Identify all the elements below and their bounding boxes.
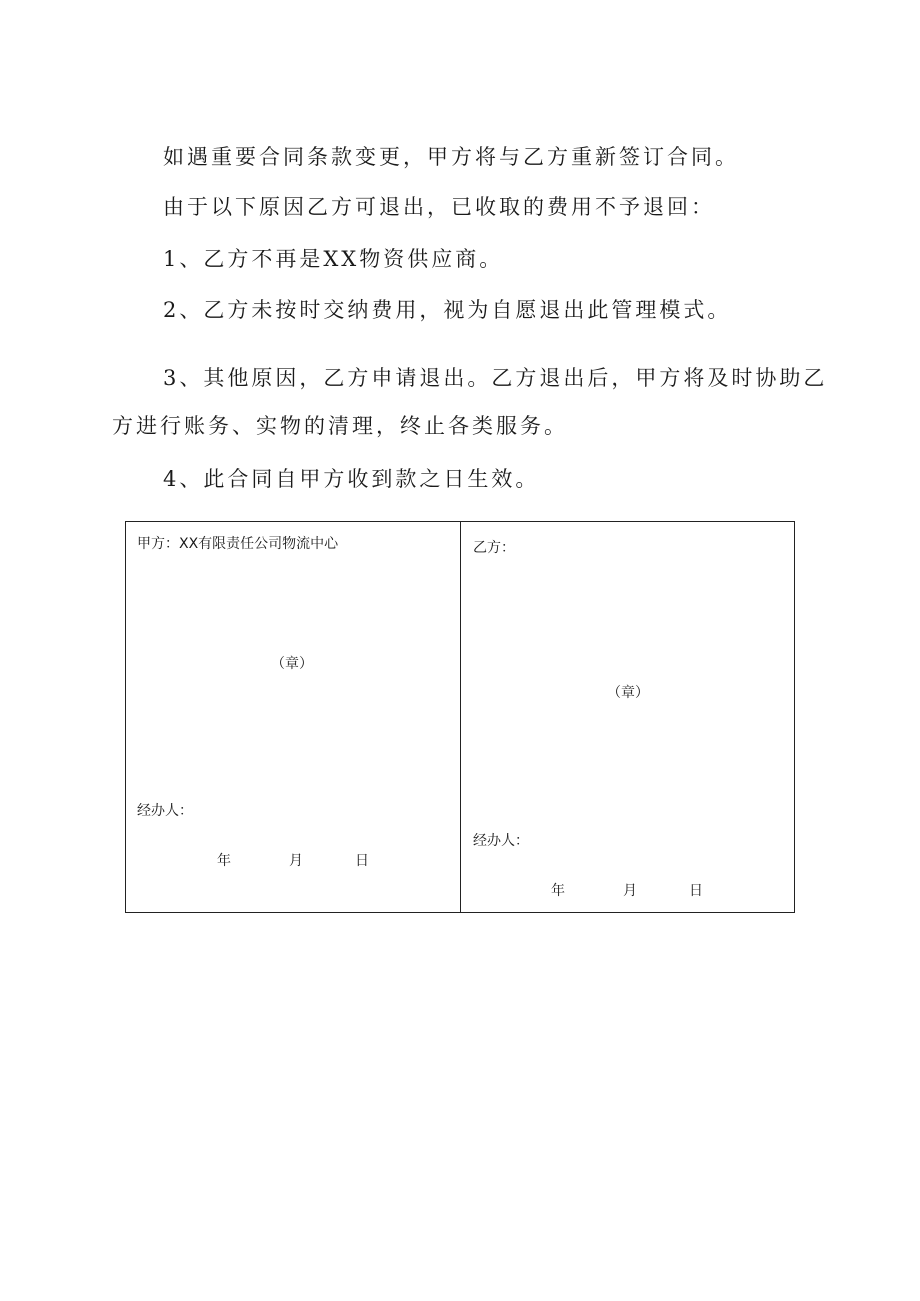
party-b-date-day: 日 [689, 883, 703, 899]
paragraph-exit-reasons: 由于以下原因乙方可退出，已收取的费用不予退回： [163, 195, 715, 219]
party-a-handler-label: 经办人： [137, 803, 193, 819]
party-b-seal: （章） [607, 685, 649, 701]
party-a-date-month: 月 [289, 853, 303, 869]
paragraph-item-3-line2: 方进行账务、实物的清理，终止各类服务。 [112, 414, 568, 438]
paragraph-item-4: 4、此合同自甲方收到款之日生效。 [163, 467, 540, 491]
party-b-date-month: 月 [623, 883, 637, 899]
party-a-date-day: 日 [355, 853, 369, 869]
party-a-seal: （章） [271, 656, 313, 672]
paragraph-item-3-line1: 3、其他原因，乙方申请退出。乙方退出后，甲方将及时协助乙 [163, 366, 828, 390]
signature-table [125, 521, 795, 913]
party-b-name: 乙方： [473, 540, 515, 556]
party-b-date-year: 年 [551, 883, 565, 899]
party-a-name: 甲方：XX有限责任公司物流中心 [137, 536, 339, 552]
paragraph-item-2: 2、乙方未按时交纳费用，视为自愿退出此管理模式。 [163, 298, 732, 322]
paragraph-item-1: 1、乙方不再是XX物资供应商。 [163, 247, 504, 271]
table-divider [460, 522, 461, 912]
party-a-date-year: 年 [217, 853, 231, 869]
paragraph-clause-change: 如遇重要合同条款变更，甲方将与乙方重新签订合同。 [163, 145, 739, 169]
party-b-handler-label: 经办人： [473, 833, 529, 849]
